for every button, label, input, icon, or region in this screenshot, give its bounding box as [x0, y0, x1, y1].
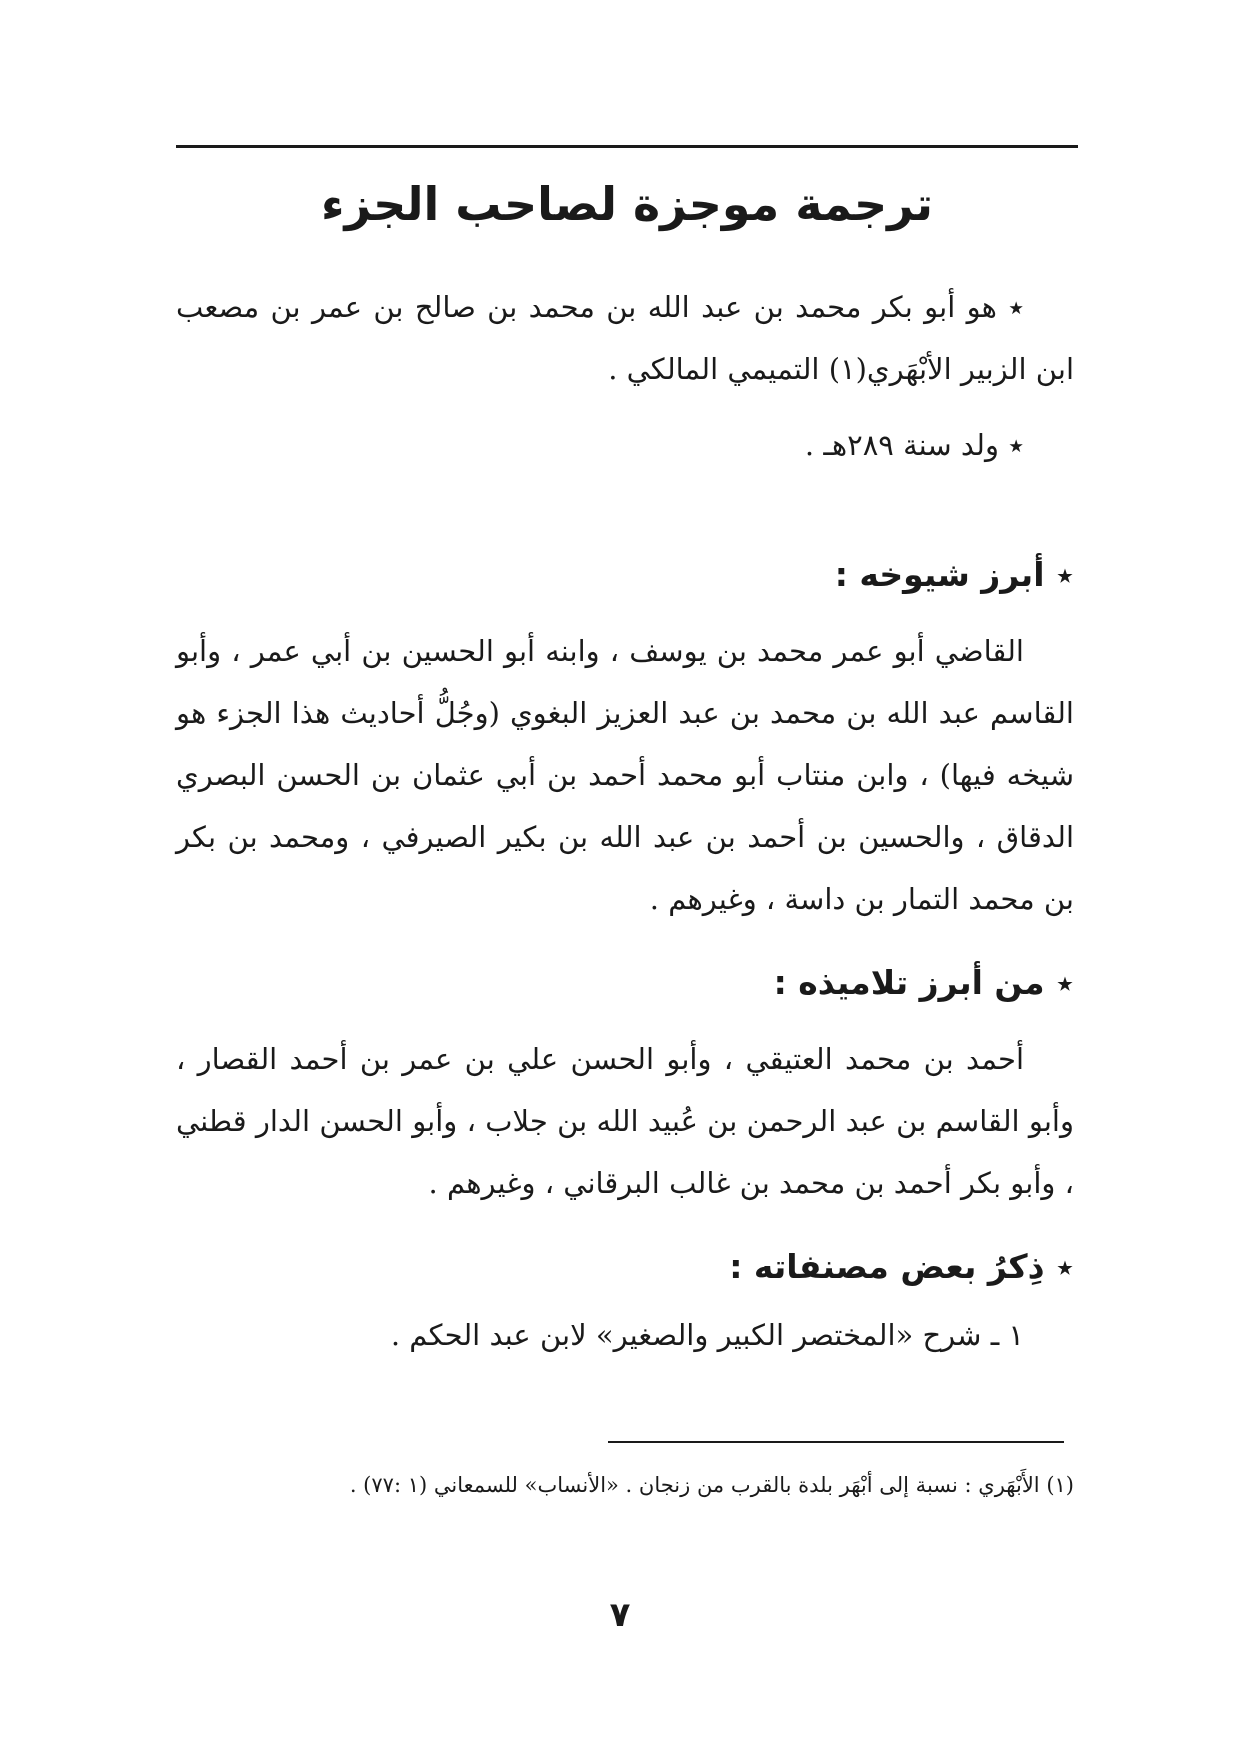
- shuyukh-paragraph: القاضي أبو عمر محمد بن يوسف ، وابنه أبو الحسين بن أبي عمر ، وأبو القاسم عبد الله بن محمد بن عبد العزيز البغوي (وجُلُّ أحاديث هذا الجزء هو شيخه فيها) ، وابن منتاب أبو محمد أحمد بن أبي عثمان بن الحسن البصري الدقاق ، والحسين بن أحمد بن عبد الله بن بكير الصيرفي ، ومحمد بن بكر بن محمد التمار بن داسة ، وغيرهم .: [176, 634, 1075, 916]
- list-item: ١ ـ شرح «المختصر الكبير والصغير» لابن عبد الحكم .: [390, 1318, 1024, 1352]
- section-heading-shuyukh: ٭ أبرز شيوخه :: [834, 555, 1074, 594]
- birth-paragraph: ٭ ولد سنة ٢٨٩هـ .: [804, 428, 1024, 462]
- page-title: ترجمة موجزة لصاحب الجزء: [320, 177, 934, 231]
- footnote: (١) الأَبْهَري : نسبة إلى أبْهَر بلدة بالقرب من زنجان . «الأنساب» للسمعاني (١ :٧٧) .: [349, 1473, 1074, 1497]
- intro-paragraph: ٭ هو أبو بكر محمد بن عبد الله بن محمد بن صالح بن عمر بن مصعب ابن الزبير الأبْهَري(١) التميمي المالكي .: [176, 290, 1074, 386]
- section-heading-talamidh: ٭ من أبرز تلاميذه :: [773, 963, 1074, 1002]
- footnote-divider: [608, 1441, 1064, 1443]
- section-heading-musannafat: ٭ ذِكرُ بعض مصنفاته :: [729, 1247, 1074, 1286]
- page-number: ٧: [609, 1595, 631, 1635]
- page-body: [176, 276, 1074, 1364]
- top-rule: [176, 145, 1078, 148]
- talamidh-paragraph: أحمد بن محمد العتيقي ، وأبو الحسن علي بن عمر بن أحمد القصار ، وأبو القاسم بن عبد الرحمن بن عُبيد الله بن جلاب ، وأبو الحسن الدار قطني ، وأبو بكر أحمد بن محمد بن غالب البرقاني ، وغيرهم .: [176, 1042, 1074, 1200]
